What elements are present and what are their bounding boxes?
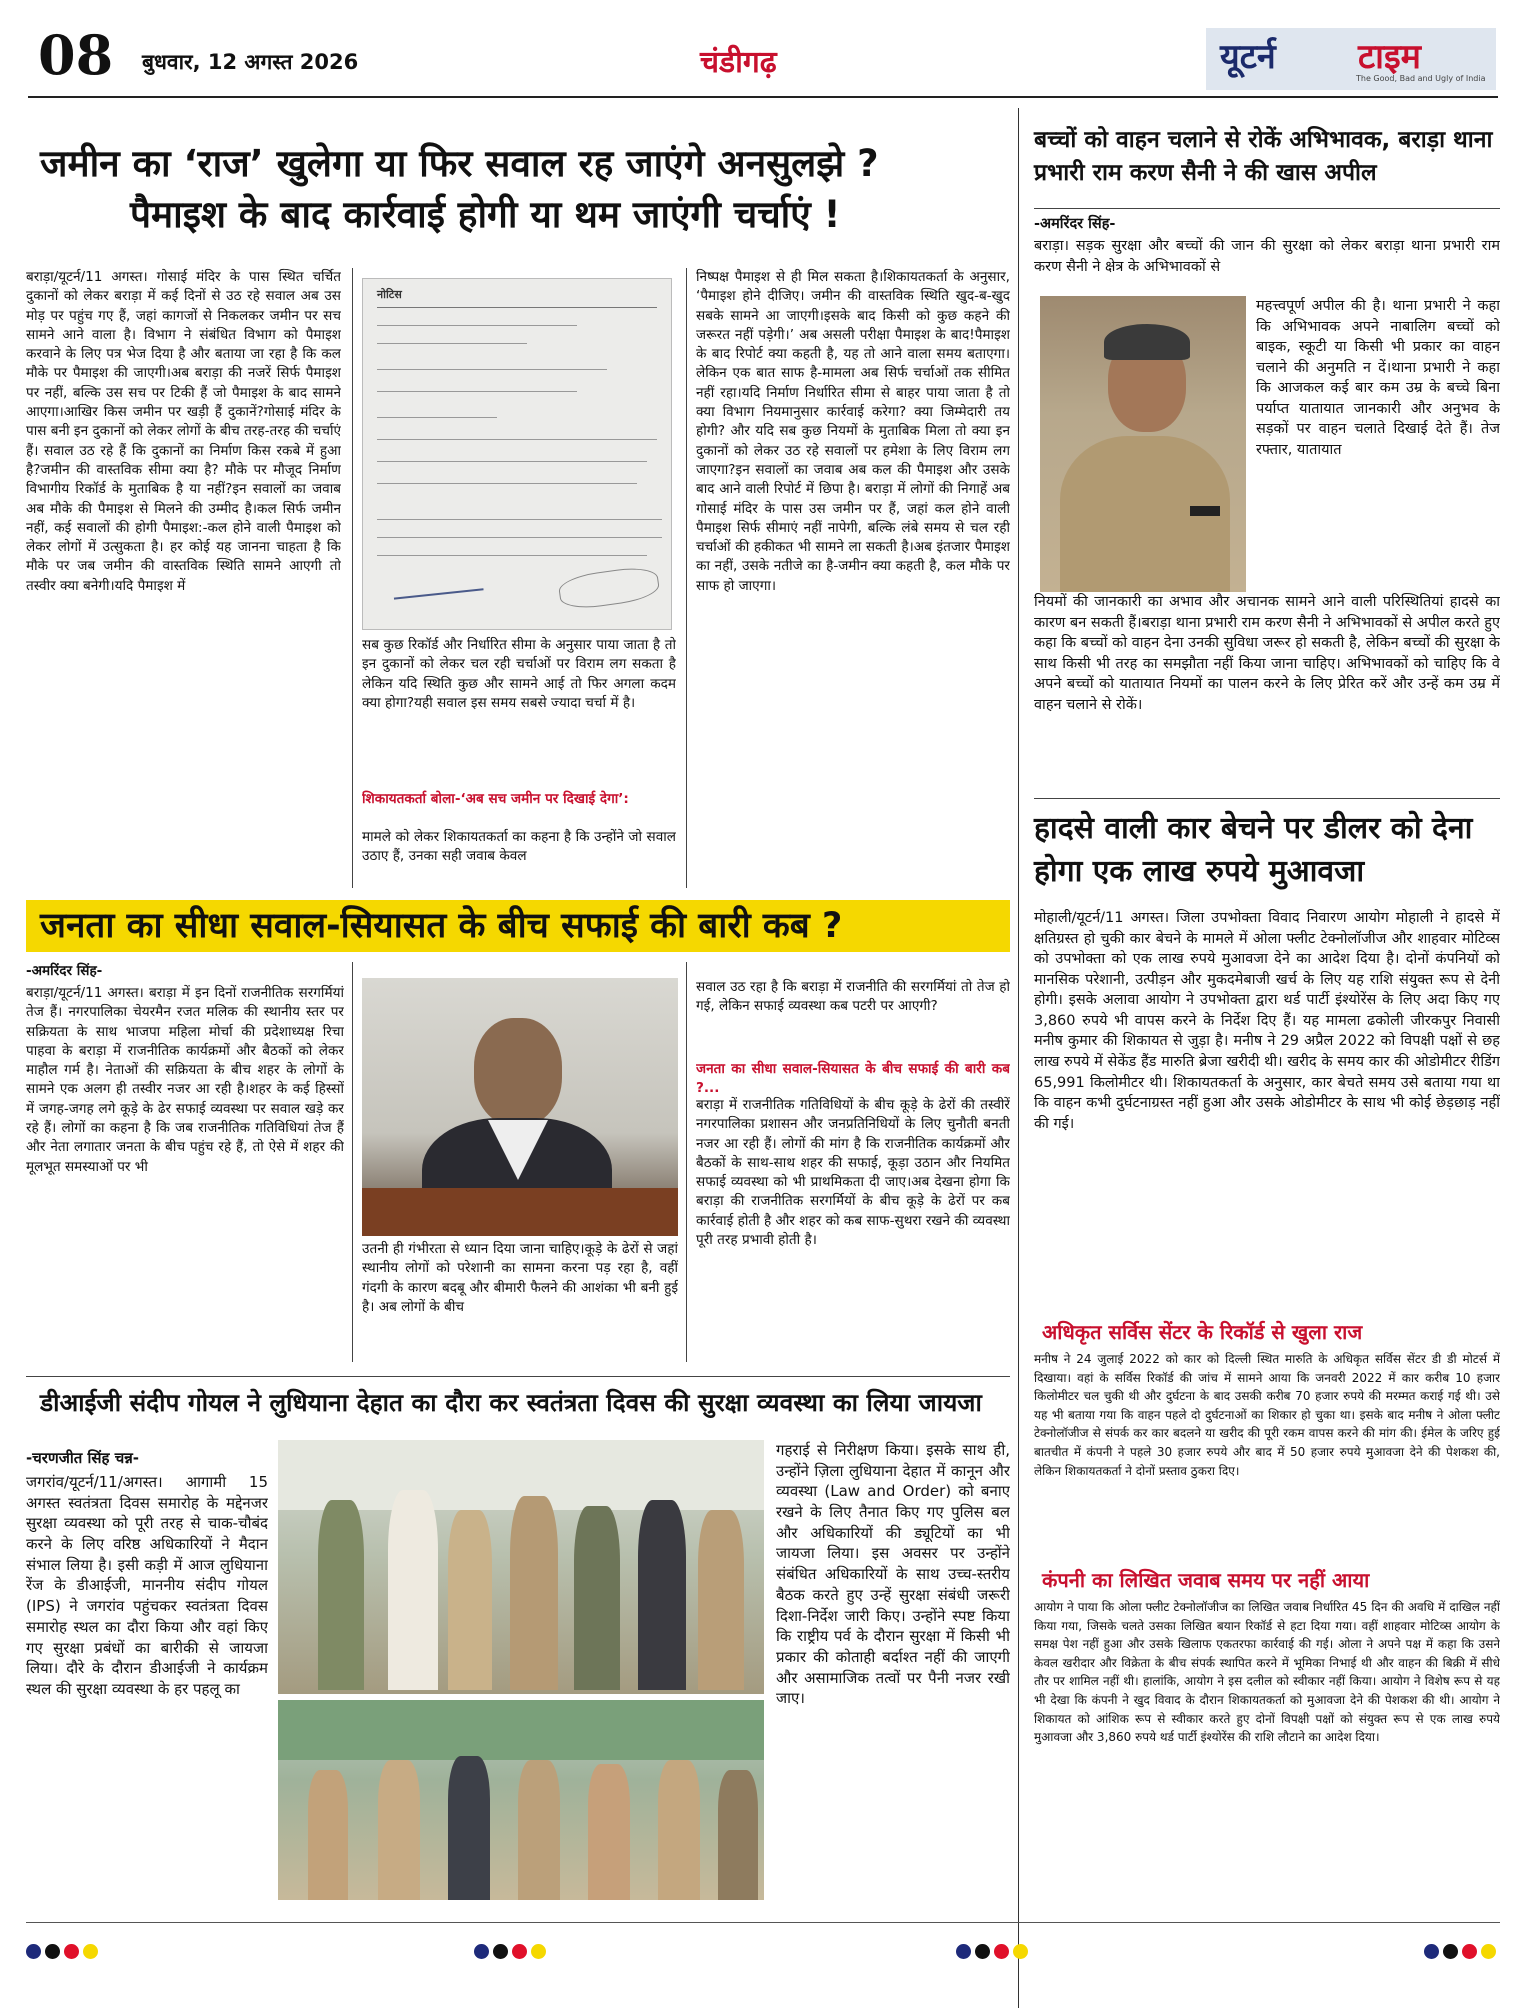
masthead-title-2: टाइम [1358,37,1421,77]
official-photo [362,978,678,1236]
story1-headline-line1: जमीन का ‘राज’ खुलेगा या फिर सवाल रह जाएंगे अनसुलझे ? [40,142,879,185]
story4-byline: -अमरिंदर सिंह- [1034,216,1116,232]
police-officer-photo [1040,296,1246,592]
story2-column-1: बराड़ा/यूटर्न/11 अगस्त। बराड़ा में इन दिनों राजनीतिक सरगर्मियां तेज हैं। नगरपालिका चेयरमैन रजत मलिक की स्थानीय स्तर पर सक्रियता के साथ भाजपा महिला मोर्चा की प्रदेशाध्यक्ष रिचा पाहवा के बराड़ा में राजनीतिक कार्यक्रमों और बैठकों को लेकर माहौल गर्म है। नेताओं की सक्रियता के बीच शहर के लोगों के सामने एक अलग ही तस्वीर नजर आ रही है।शहर के कई हिस्सों में जगह-जगह लगे कूड़े के ढेर सफाई व्यवस्था पर सवाल खड़े कर रहे हैं। लोगों का कहना है कि जब राजनीतिक गतिविधियां तेज हैं और नेता लगातार जनता के बीच पहुंच रहे हैं, तो ऐसे में शहर की मूलभूत समस्याओं पर भी [26,985,344,1175]
story2-byline: -अमरिंदर सिंह- [26,963,103,979]
story5-sub2-body: आयोग ने पाया कि ओला फ्लीट टेक्नोलॉजीज का लिखित जवाब निर्धारित 45 दिन की अवधि में दाखिल नहीं किया गया, जिसके चलते उसका लिखित बयान रिकॉर्ड से हटा दिया गया। वहीं शाहवार मोटिव्स आयोग के समक्ष पेश नहीं हुआ और उसके खिलाफ एकतरफा कार्रवाई की गई। ओला ने अपने पक्ष में कहा कि उसने केवल खरीदार और विक्रेता के बीच संपर्क स्थापित करने में भूमिका निभाई थी और वाहन की बिक्री में सीधे तौर पर शामिल नहीं थी। हालांकि, आयोग ने इस दलील को स्वीकार नहीं किया। आयोग ने विशेष रूप से यह भी देखा कि कंपनी ने खुद विवाद के दौरान शिकायतकर्ता को मुआवजा देने की पेशकश की थी। आयोग ने शिकायत को आंशिक रूप से स्वीकार करते हुए दोनों विपक्षी पक्षों को संयुक्त रूप से एक लाख रुपये मुआवजा और 3,860 रुपये थर्ड पार्टी इंश्योरेंस की राशि लौटाने का आदेश दिया। [1034,1600,1500,1745]
story3-column-1: जगरांव/यूटर्न/11/अगस्त। आगामी 15 अगस्त स्वतंत्रता दिवस समारोह के मद्देनजर सुरक्षा व्यवस्था को पूरी तरह से चाक-चौबंद करने के लिए वरिष्ठ अधिकारियों ने मैदान संभाल लिया है। इसी कड़ी में आज लुधियाना रेंज के डीआईजी, माननीय संदीप गोयल (IPS) ने जगरांव पहुंचकर स्वतंत्रता दिवस समारोह स्थल का दौरा किया और वहां किए गए सुरक्षा प्रबंधों का बारीकी से जायजा लिया। दौरे के दौरान डीआईजी ने कार्यक्रम स्थल की सुरक्षा व्यवस्था के हर पहलू का [26,1473,268,1698]
story2-column-3-after: बराड़ा में राजनीतिक गतिविधियों के बीच कूड़े के ढेरों की तस्वीरें नगरपालिका प्रशासन और जनप्रतिनिधियों के लिए चुनौती बनती नजर आ रही हैं। लोगों की मांग है कि राजनीतिक कार्यक्रमों और बैठकों के साथ-साथ शहर की सफाई, कूड़ा उठान और नियमित सफाई व्यवस्था को भी प्राथमिकता दी जाए।अब देखना होगा कि बराड़ा की राजनीतिक सरगर्मियों के बीच कूड़े के ढेरों पर कब कार्रवाई होती है और शहर को कब साफ-सुथरा रखने की व्यवस्था पूरी तरह प्रभावी होती है। [696,1097,1010,1249]
story5-body: मोहाली/यूटर्न/11 अगस्त। जिला उपभोक्ता विवाद निवारण आयोग मोहाली ने हादसे में क्षतिग्रस्त हो चुकी कार बेचने के मामले में ओला फ्लीट टेक्नोलॉजीज और शाहवार मोटिव्स को उपभोक्ता को एक लाख रुपये मुआवजा देने का आदेश दिया है। दोनों कंपनियों को मानसिक परेशानी, उत्पीड़न और मुकदमेबाजी खर्च के लिए यह राशि संयुक्त रूप से देनी होगी। इसके अलावा आयोग ने उपभोक्ता द्वारा थर्ड पार्टी इंश्योरेंस के लिए अदा किए गए 3,860 रुपये भी वापस करने के निर्देश दिए हैं। यह मामला ढकोली जीरकपुर निवासी मनीष कुमार की शिकायत से जुड़ा है। मनीष ने 29 अप्रैल 2022 को विपक्षी पक्षों से छह लाख रुपये में सेकेंड हैंड मारुति ब्रेजा खरीदी थी। खरीद के समय कार की ओडोमीटर रीडिंग 65,991 किलोमीटर थी। शिकायतकर्ता के अनुसार, कार बेचते समय उसे बताया गया था कि वाहन कभी दुर्घटनाग्रस्त नहीं हुआ और उसके ओडोमीटर के साथ भी कोई छेड़छाड़ नहीं की गई। [1034,910,1500,1132]
story5-subhead-2: कंपनी का लिखित जवाब समय पर नहीं आया [1042,1568,1370,1592]
registration-marks-right-center [956,1944,1028,1959]
masthead-title-1: यूटर्न [1220,37,1276,77]
story4-headline: बच्चों को वाहन चलाने से रोकें अभिभावक, बराड़ा थाना प्रभारी राम करण सैनी ने की खास अपील [1034,127,1493,186]
notice-title: नोटिस [377,288,402,301]
police-inspection-photo-2 [278,1700,764,1900]
masthead [1206,28,1496,90]
story1-column-1: बराड़ा/यूटर्न/11 अगस्त। गोसाई मंदिर के पास स्थित चर्चित दुकानों को लेकर बराड़ा में कई दिनों से उठ रहे सवाल अब उस मोड़ पर पहुंच गए हैं, जहां कागजों से निकलकर जमीन पर सच सामने आने वाला है। विभाग ने संबंधित विभाग को पैमाइश करवाने के लिए पत्र भेज दिया है और बताया जा रहा है कि कल मौके पर पैमाइश की जाएगी।अब बराड़ा की नजरें सिर्फ पैमाइश पर नहीं, बल्कि उस सच पर टिकी हैं जो पैमाइश के बाद सामने आएगा।आखिर किस जमीन पर खड़ी हैं दुकानें?गोसाई मंदिर के पास बनी इन दुकानों को लेकर लोगों के बीच तरह-तरह की चर्चाएं हैं। सवाल उठ रहे हैं कि दुकानों का निर्माण किस रकबे में हुआ है?जमीन की वास्तविक सीमा क्या है? मौके पर मौजूद निर्माण विभागीय रिकॉर्ड के मुताबिक है या नहीं?इन सवालों का जवाब अब मौके की पैमाइश से मिलने की उम्मीद है।कल सिर्फ जमीन नहीं, कई सवालों की होगी पैमाइश:-कल होने वाली पैमाइश को लेकर लोगों में उत्सुकता है। हर कोई यह जानना चाहता है कि मौके पर जब जमीन की वास्तविक स्थिति सामने आएगी तो तस्वीर क्या बनेगी।यदि पैमाइश में [26,269,341,594]
story4-continued: नियमों की जानकारी का अभाव और अचानक सामने आने वाली परिस्थितियां हादसे का कारण बन सकती हैं।बराड़ा थाना प्रभारी राम करण सैनी ने अभिभावकों से अपील करते हुए कहा कि बच्चों को वाहन देना उनकी सुविधा जरूर हो सकती है, लेकिन बच्चों की सुरक्षा के साथ किसी भी तरह का समझौता नहीं किया जाना चाहिए। अभिभावकों को चाहिए कि वे अपने बच्चों को यातायात नियमों का पालन करने के लिए प्रेरित करें और उन्हें कम उम्र में वाहन चलाने से रोकें। [1034,594,1500,713]
story5-headline: हादसे वाली कार बेचने पर डीलर को देना होगा एक लाख रुपये मुआवजा [1034,811,1473,889]
story4-lead: बराड़ा। सड़क सुरक्षा और बच्चों की जान की सुरक्षा को लेकर बराड़ा थाना प्रभारी राम करण सैनी ने क्षेत्र के अभिभावकों से [1034,238,1500,275]
page-number: 08 [38,23,114,87]
story5-subhead-1: अधिकृत सर्विस सेंटर के रिकॉर्ड से खुला राज [1042,1320,1363,1344]
masthead-tagline: The Good, Bad and Ugly of India [1356,74,1486,83]
registration-marks-right [1424,1944,1496,1959]
story5-sub1-body: मनीष ने 24 जुलाई 2022 को कार को दिल्ली स्थित मारुति के अधिकृत सर्विस सेंटर डी डी मोटर्स में दिखाया। वहां के सर्विस रिकॉर्ड की जांच में सामने आया कि जनवरी 2022 में कार करीब 10 हजार किलोमीटर चल चुकी थी और दुर्घटना के बाद उसकी करीब 70 हजार रुपये की मरम्मत कराई गई थी। उसे यह भी बताया गया कि वाहन पहले दो दुर्घटनाओं का शिकार हो चुका था। इसके बाद मनीष ने ओला फ्लीट टेक्नोलॉजीज से संपर्क कर कार बदलने या खरीद की पूरी रकम वापस करने की मांग की। ईमेल के जरिए हुई बातचीत में कंपनी ने पहले 30 हजार रुपये और बाद में 50 हजार रुपये मुआवजा देने की पेशकश की, लेकिन शिकायतकर्ता ने दोनों प्रस्ताव ठुकरा दिए। [1034,1352,1500,1478]
story3-headline: डीआईजी संदीप गोयल ने लुधियाना देहात का दौरा कर स्वतंत्रता दिवस की सुरक्षा व्यवस्था का लिया जायजा [40,1388,982,1417]
story1-column-2-subhead: शिकायतकर्ता बोला-‘अब सच जमीन पर दिखाई देगा’: [362,791,629,807]
story2-column-3-subhead: जनता का सीधा सवाल-सियासत के बीच सफाई की बारी कब ?... [696,1061,1010,1097]
notice-document-image [362,278,672,630]
police-inspection-photo-1 [278,1440,764,1694]
story2-headline: जनता का सीधा सवाल-सियासत के बीच सफाई की बारी कब ? [40,906,843,946]
story2-column-2: उतनी ही गंभीरता से ध्यान दिया जाना चाहिए।कूड़े के ढेरों से जहां स्थानीय लोगों को परेशानी का सामना करना पड़ रहा है, वहीं गंदगी के कारण बदबू और बीमारी फैलने की आशंका भी बनी हुई है। अब लोगों के बीच [362,1241,678,1315]
story1-headline-line2: पैमाइश के बाद कार्रवाई होगी या थम जाएंगी चर्चाएं ! [130,193,841,236]
story3-byline: -चरणजीत सिंह चन्न- [26,1449,140,1467]
header-rule [28,96,1498,98]
story1-column-2-after: मामले को लेकर शिकायतकर्ता का कहना है कि उन्होंने जो सवाल उठाए हैं, उनका सही जवाब केवल [362,829,676,865]
registration-marks-left [26,1944,98,1959]
issue-date: बुधवार, 12 अगस्त 2026 [142,50,359,74]
city-name: चंडीगढ़ [700,45,777,80]
story1-column-3: निष्पक्ष पैमाइश से ही मिल सकता है।शिकायतकर्ता के अनुसार, ‘पैमाइश होने दीजिए। जमीन की वास्तविक स्थिति खुद-ब-खुद सबके सामने आ जाएगी।इसके बाद किसी को कुछ कहने की जरूरत नहीं पड़ेगी।’ अब असली परीक्षा पैमाइश के बाद!पैमाइश के बाद रिपोर्ट क्या कहती है, यह तो आने वाला समय बताएगा। लेकिन एक बात साफ है-मामला अब सिर्फ चर्चाओं तक सीमित नहीं रहा।यदि निर्माण निर्धारित सीमा से बाहर पाया जाता है तो क्या विभाग नियमानुसार कार्रवाई करेगा? क्या जिम्मेदारी तय होगी? और यदि सब कुछ नियमों के मुताबिक मिला तो क्या इन दुकानों को लेकर उठ रहे सवालों पर हमेशा के लिए विराम लग जाएगा?इन सवालों का जवाब अब कल की पैमाइश और उसके बाद आने वाली रिपोर्ट में छिपा है। बराड़ा में लोगों की निगाहें अब गोसाई मंदिर के पास उस जमीन पर हैं, जहां कल होने वाली पैमाइश सिर्फ सीमाएं नहीं नापेगी, बल्कि लंबे समय से चल रही चर्चाओं की हकीकत भी सामने ला सकती है।अब इंतजार पैमाइश का नहीं, उसके नतीजे का है-जमीन क्या कहती है, कल मौके पर साफ हो जाएगा। [696,269,1010,594]
story2-headline-band [26,900,1010,952]
story2-column-3: सवाल उठ रहा है कि बराड़ा में राजनीति की सरगर्मियां तो तेज हो गई, लेकिन सफाई व्यवस्था कब पटरी पर आएगी? [696,979,1010,1015]
registration-marks-center [474,1944,546,1959]
story3-column-2: गहराई से निरीक्षण किया। इसके साथ ही, उन्होंने ज़िला लुधियाना देहात में कानून और व्यवस्था (Law and Order) को बनाए रखने के लिए तैनात किए गए पुलिस बल और अधिकारियों की ड्यूटियों का भी जायजा लिया। इस अवसर पर उन्होंने संबंधित अधिकारियों के साथ उच्च-स्तरीय बैठक करते हुए उन्हें सुरक्षा संबंधी जरूरी दिशा-निर्देश जारी किए। उन्होंने स्पष्ट किया कि राष्ट्रीय पर्व के दौरान सुरक्षा में किसी भी प्रकार की कोताही बर्दाश्त नहीं की जाएगी और असामाजिक तत्वों पर पैनी नजर रखी जाए। [776,1441,1010,1708]
story1-column-2: सब कुछ रिकॉर्ड और निर्धारित सीमा के अनुसार पाया जाता है तो इन दुकानों को लेकर चल रही चर्चाओं पर विराम लग सकता है लेकिन यदि स्थिति कुछ और सामने आई तो फिर अगला कदम क्या होगा?यही सवाल इस समय सबसे ज्यादा चर्चा में है। [362,637,676,711]
story4-beside-photo: महत्त्वपूर्ण अपील की है। थाना प्रभारी ने कहा कि अभिभावक अपने नाबालिग बच्चों को बाइक, स्कूटी या किसी भी प्रकार का वाहन चलाने की अनुमति न दें।थाना प्रभारी ने कहा कि आजकल कई बार कम उम्र के बच्चे बिना पर्याप्त यातायात जानकारी और अनुभव के सड़कों पर वाहन चलाते दिखाई देते हैं। तेज रफ्तार, यातायात [1256,298,1500,459]
